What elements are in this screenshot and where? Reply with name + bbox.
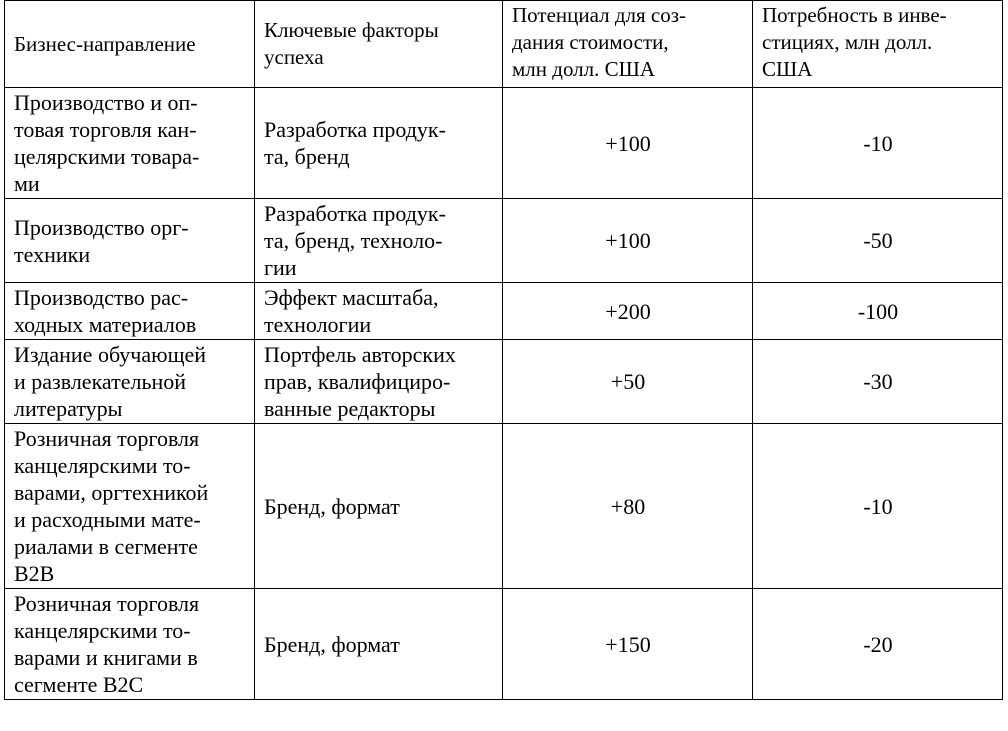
cell-investment-need: -20 xyxy=(753,589,1003,700)
cell-value-potential: +150 xyxy=(503,589,753,700)
table-row xyxy=(5,340,1003,424)
cell-investment-need: -100 xyxy=(753,283,1003,340)
business-directions-table xyxy=(4,0,1003,700)
business-directions-table-wrapper xyxy=(4,0,1002,700)
header-investment-need: Потребность в инве- стициях, млн долл. США xyxy=(753,1,1003,88)
cell-value-potential: +100 xyxy=(503,199,753,283)
cell-direction: Производство и оп- товая торговля кан- целярскими товара- ми xyxy=(5,88,255,199)
cell-investment-need: -30 xyxy=(753,340,1003,424)
cell-direction: Производство орг- техники xyxy=(5,199,255,283)
table-row xyxy=(5,88,1003,199)
cell-direction: Розничная торговля канцелярскими то- варами, оргтехникой и расходными мате- риалами в сегменте B2B xyxy=(5,424,255,589)
cell-value-potential: +80 xyxy=(503,424,753,589)
table-row xyxy=(5,199,1003,283)
cell-investment-need: -50 xyxy=(753,199,1003,283)
cell-investment-need: -10 xyxy=(753,424,1003,589)
table-row xyxy=(5,424,1003,589)
cell-direction: Издание обучающей и развлекательной литературы xyxy=(5,340,255,424)
table-row xyxy=(5,283,1003,340)
cell-value-potential: +50 xyxy=(503,340,753,424)
cell-direction: Розничная торговля канцелярскими то- варами и книгами в сегменте B2C xyxy=(5,589,255,700)
cell-factors: Разработка продук- та, бренд xyxy=(255,88,503,199)
cell-factors: Эффект масштаба, технологии xyxy=(255,283,503,340)
cell-value-potential: +100 xyxy=(503,88,753,199)
cell-factors: Бренд, формат xyxy=(255,424,503,589)
header-business-direction: Бизнес-направление xyxy=(5,1,255,88)
header-key-success-factors: Ключевые факторы успеха xyxy=(255,1,503,88)
cell-value-potential: +200 xyxy=(503,283,753,340)
cell-direction: Производство рас- ходных материалов xyxy=(5,283,255,340)
cell-factors: Разработка продук- та, бренд, техноло- гии xyxy=(255,199,503,283)
table-header-row xyxy=(5,1,1003,88)
header-value-creation-potential: Потенциал для соз- дания стоимости, млн долл. США xyxy=(503,1,753,88)
cell-factors: Бренд, формат xyxy=(255,589,503,700)
table-row xyxy=(5,589,1003,700)
cell-factors: Портфель авторских прав, квалифициро- ванные редакторы xyxy=(255,340,503,424)
cell-investment-need: -10 xyxy=(753,88,1003,199)
